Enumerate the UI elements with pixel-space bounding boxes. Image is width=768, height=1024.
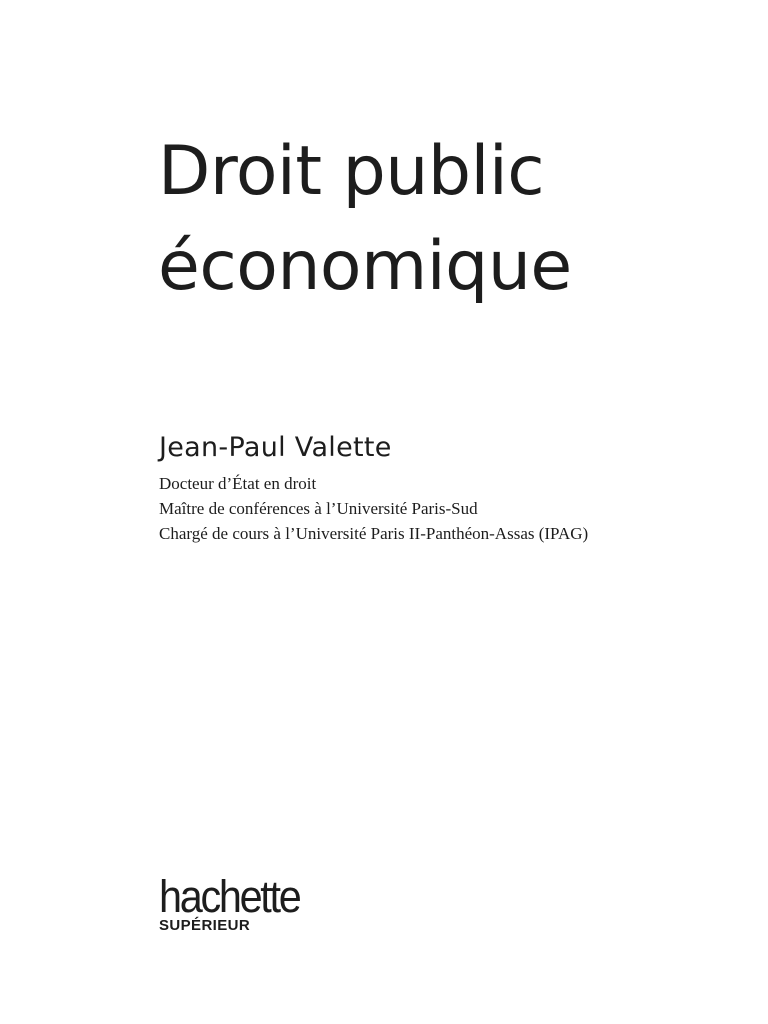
- credential-line: Chargé de cours à l’Université Paris II-Panthéon-Assas (IPAG): [159, 524, 589, 543]
- credential-line: Docteur d’État en droit: [159, 474, 317, 493]
- author-name: Jean-Paul Valette: [159, 432, 392, 463]
- publisher-name: hachette: [159, 871, 300, 922]
- publisher-logo: [159, 872, 359, 935]
- book-title-line-1: Droit public: [158, 132, 545, 211]
- publisher-imprint: SUPÉRIEUR: [159, 917, 251, 934]
- book-title: [158, 124, 572, 314]
- author-credentials: [159, 471, 588, 546]
- credential-line: Maître de conférences à l’Université Paris-Sud: [159, 499, 478, 518]
- book-title-line-2: économique: [158, 227, 572, 306]
